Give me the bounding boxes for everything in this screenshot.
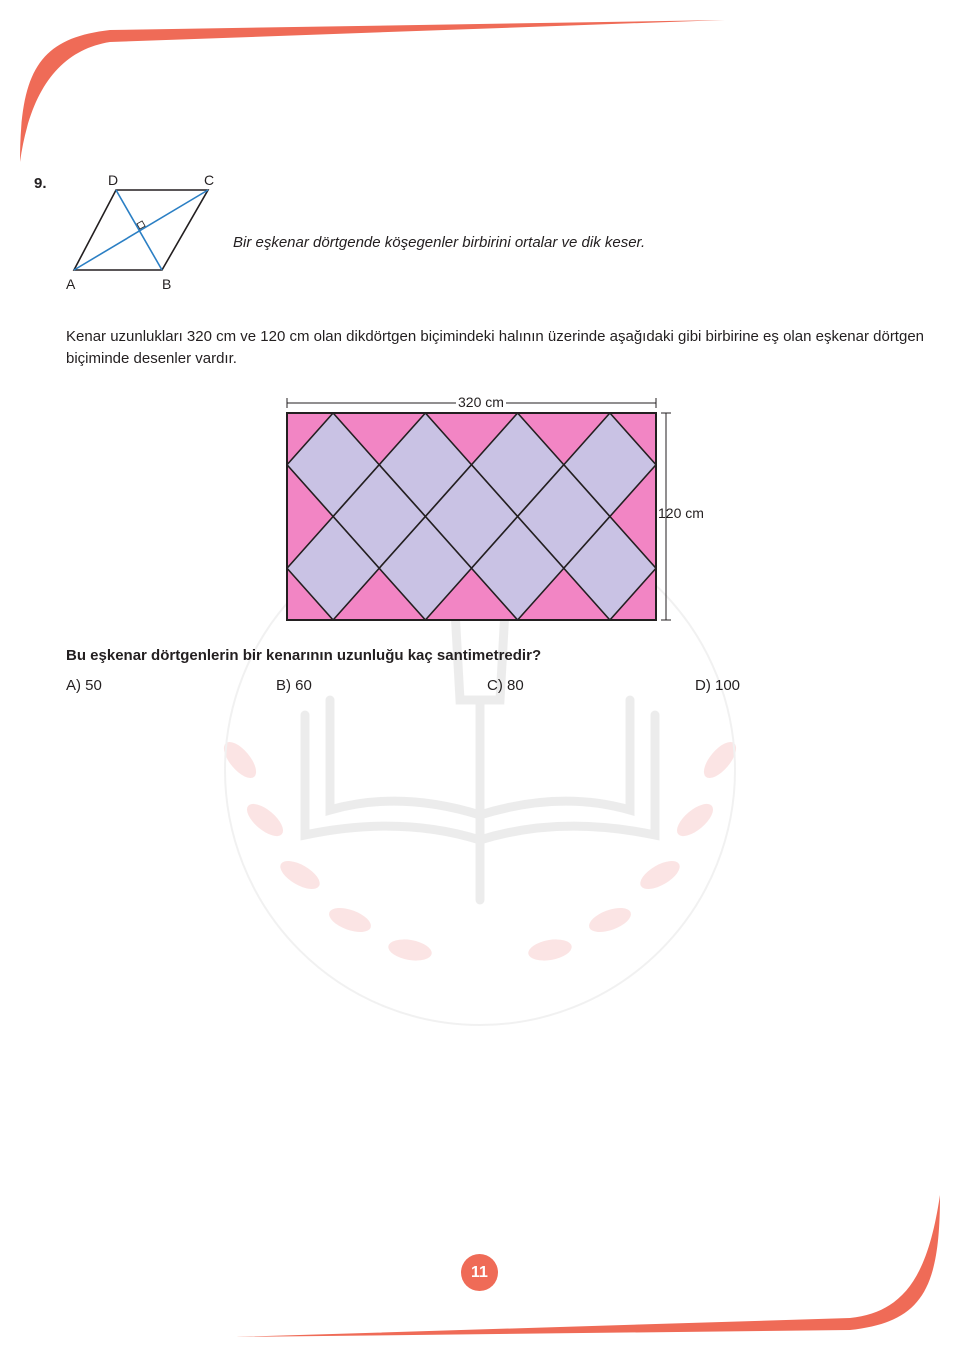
rhombus-property-note: Bir eşkenar dörtgende köşegenler birbirini ortalar ve dik keser. [233, 234, 646, 251]
answer-option-a[interactable]: A) 50 [66, 677, 102, 694]
carpet-width-label: 320 cm [458, 394, 504, 410]
answer-option-c[interactable]: C) 80 [487, 677, 524, 694]
vertex-label-c: C [204, 172, 215, 188]
answer-option-d[interactable]: D) 100 [695, 677, 741, 694]
question-prompt: Bu eşkenar dörtgenlerin bir kenarının uzunluğu kaç santimetredir? [66, 647, 542, 664]
rhombus-figure [60, 170, 230, 300]
watermark-book-icon [305, 598, 655, 901]
carpet-height-label: 120 cm [658, 505, 704, 521]
problem-description: Kenar uzunlukları 320 cm ve 120 cm olan dikdörtgen biçimindeki halının üzerinde aşağıdaki gibi birbirine eş olan eşkenar dörtgen biçiminde desenler vardır. [66, 328, 925, 367]
diagonal-bd [116, 190, 162, 270]
vertex-label-b: B [162, 276, 172, 292]
question-number: 9. [34, 175, 47, 192]
page-number-badge: 11 [461, 1254, 498, 1291]
carpet-figure [280, 390, 690, 635]
vertex-label-a: A [66, 276, 76, 292]
vertex-label-d: D [108, 172, 119, 188]
answer-option-b[interactable]: B) 60 [276, 677, 312, 694]
